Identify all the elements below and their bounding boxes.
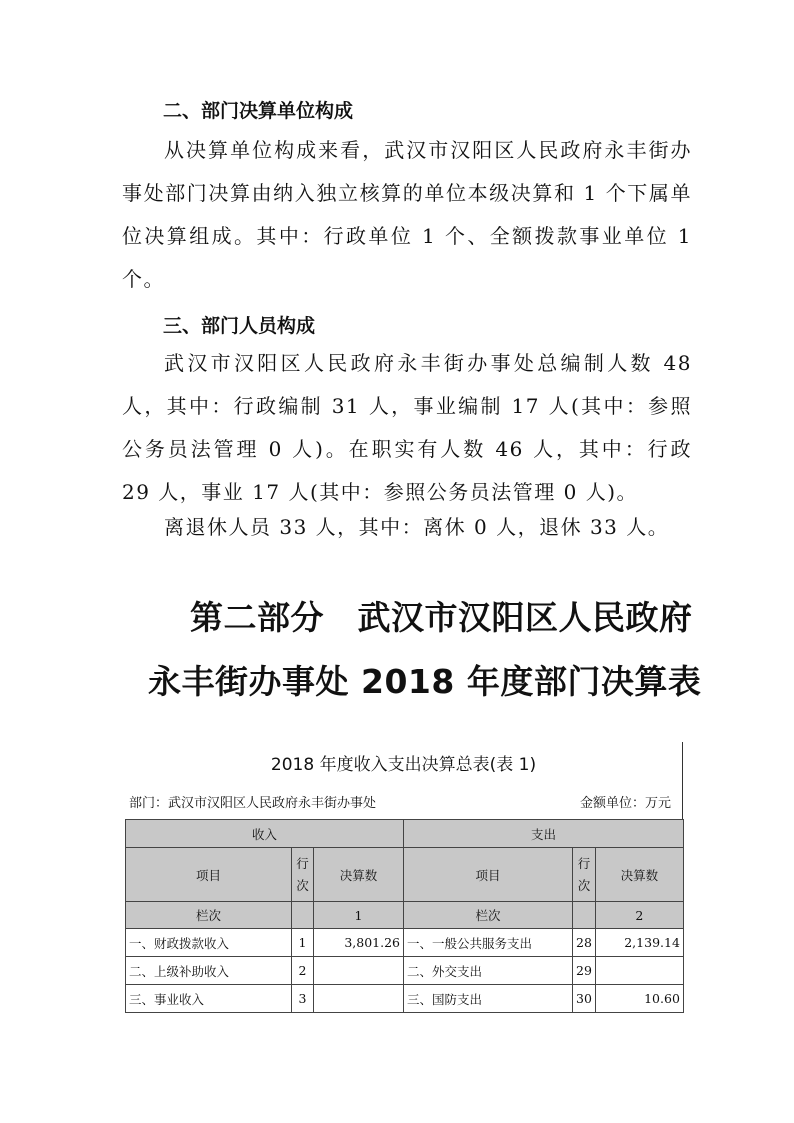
department-label: 部门：武汉市汉阳区人民政府永丰街办事处 bbox=[129, 796, 377, 811]
income-amount bbox=[314, 985, 404, 1013]
expense-amount: 2,139.14 bbox=[595, 929, 683, 957]
table-row bbox=[126, 929, 684, 957]
income-amount bbox=[314, 957, 404, 985]
income-line-no: 2 bbox=[292, 957, 314, 985]
expense-item: 二、外交支出 bbox=[404, 957, 573, 985]
expense-header: 支出 bbox=[404, 820, 684, 848]
income-item: 二、上级补助收入 bbox=[126, 957, 292, 985]
expense-amount bbox=[595, 957, 683, 985]
income-amount: 3,801.26 bbox=[314, 929, 404, 957]
section3-heading: 三、部门人员构成 bbox=[163, 315, 316, 337]
income-expense-table bbox=[125, 819, 684, 1013]
expense-line-no: 28 bbox=[573, 929, 596, 957]
expense-lanci-label: 栏次 bbox=[404, 902, 573, 929]
income-item-header: 项目 bbox=[126, 848, 292, 902]
section3-body: 武汉市汉阳区人民政府永丰街办事处总编制人数 48 人，其中：行政编制 31 人，事业编制 17 人(其中：参照公务员法管理 0 人)。在职实有人数 46 人，其中：行政 29 人，事业 17 人(其中：参照公务员法管理 0 人)。 bbox=[122, 351, 692, 504]
expense-item-header: 项目 bbox=[404, 848, 573, 902]
income-line-no: 1 bbox=[292, 929, 314, 957]
expense-line-no: 30 bbox=[573, 985, 596, 1013]
income-line-no: 3 bbox=[292, 985, 314, 1013]
income-lanci-blank bbox=[292, 902, 314, 929]
table-right-rule bbox=[682, 742, 683, 820]
income-item: 三、事业收入 bbox=[126, 985, 292, 1013]
expense-lanci-blank bbox=[573, 902, 596, 929]
expense-column-number: 2 bbox=[595, 902, 683, 929]
table-row bbox=[126, 957, 684, 985]
expense-amount: 10.60 bbox=[595, 985, 683, 1013]
section3-retired: 离退休人员 33 人，其中：离休 0 人，退休 33 人。 bbox=[164, 515, 670, 539]
table-row bbox=[126, 985, 684, 1013]
expense-item: 三、国防支出 bbox=[404, 985, 573, 1013]
income-header: 收入 bbox=[126, 820, 404, 848]
income-item: 一、财政拨款收入 bbox=[126, 929, 292, 957]
part-title-line2: 永丰街办事处 2018 年度部门决算表 bbox=[148, 662, 702, 701]
income-line-header: 行 次 bbox=[292, 848, 314, 902]
section2-heading: 二、部门决算单位构成 bbox=[163, 100, 354, 122]
expense-line-no: 29 bbox=[573, 957, 596, 985]
section2-body: 从决算单位构成来看，武汉市汉阳区人民政府永丰街办事处部门决算由纳入独立核算的单位本级决算和 1 个下属单位决算组成。其中：行政单位 1 个、全额拨款事业单位 1 个。 bbox=[122, 138, 692, 291]
expense-item: 一、一般公共服务支出 bbox=[404, 929, 573, 957]
expense-amount-header: 决算数 bbox=[595, 848, 683, 902]
income-amount-header: 决算数 bbox=[314, 848, 404, 902]
income-column-number: 1 bbox=[314, 902, 404, 929]
table-caption: 2018 年度收入支出决算总表(表 1) bbox=[270, 755, 537, 775]
expense-line-header: 行 次 bbox=[573, 848, 596, 902]
part-title-line1: 第二部分 武汉市汉阳区人民政府 bbox=[190, 598, 693, 637]
amount-unit-label: 金额单位：万元 bbox=[580, 796, 672, 811]
income-lanci-label: 栏次 bbox=[126, 902, 292, 929]
